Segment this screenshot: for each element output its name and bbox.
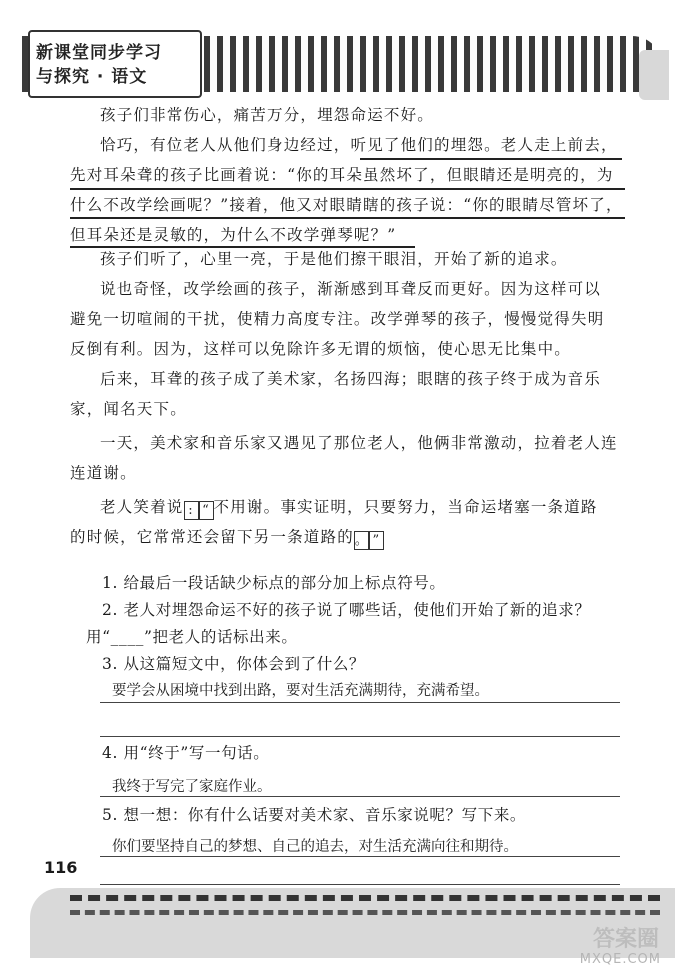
story-paragraph-3: 孩子们听了，心里一亮，于是他们擦干眼泪，开始了新的追求。 <box>100 250 568 268</box>
story-paragraph-4-line-3: 反倒有利。因为，这样可以免除许多无谓的烦恼，使心思无比集中。 <box>70 340 572 358</box>
punctuation-box: 。 <box>354 533 370 548</box>
paragraph-7-text: 的时候，它常常还会留下另一条道路的 <box>70 528 354 546</box>
answer-line <box>100 856 620 857</box>
punctuation-box: : <box>184 501 199 520</box>
footer-dash-line <box>70 895 660 901</box>
answer-line <box>100 702 620 703</box>
answer-3: 要学会从困境中找到出路，要对生活充满期待，充满希望。 <box>112 683 489 699</box>
underline-mark <box>70 217 625 219</box>
underline-mark <box>70 188 625 190</box>
punctuation-box: ” <box>369 531 384 550</box>
answer-4: 我终于写完了家庭作业。 <box>112 779 272 795</box>
watermark-logo: 答案圈 <box>592 927 659 952</box>
book-title: 新课堂同步学习 <box>36 43 162 63</box>
paragraph-7-text: 老人笑着说 <box>100 498 184 516</box>
story-paragraph-2-line-3: 什么不改学绘画呢？”接着，他又对眼睛瞎的孩子说：“你的眼睛尽管坏了， <box>70 196 623 214</box>
underline-mark <box>360 158 622 160</box>
question-4: 4. 用“终于”写一句话。 <box>102 744 270 762</box>
story-paragraph-1: 孩子们非常伤心，痛苦万分，埋怨命运不好。 <box>100 106 435 124</box>
story-paragraph-5-line-2: 家，闻名天下。 <box>70 400 187 418</box>
story-paragraph-6-line-1: 一天，美术家和音乐家又遇见了那位老人，他俩非常激动，拉着老人连 <box>100 434 618 452</box>
punctuation-box: “ <box>199 501 214 520</box>
answer-line <box>100 736 620 737</box>
watermark-url: MXQE.COM <box>579 952 661 967</box>
paragraph-7-text: 不用谢。事实证明，只要努力，当命运堵塞一条道路 <box>213 498 598 516</box>
answer-line <box>100 796 620 797</box>
story-paragraph-4-line-1: 说也奇怪，改学绘画的孩子，渐渐感到耳聋反而更好。因为这样可以 <box>100 280 602 298</box>
header-end-cap <box>639 50 669 100</box>
story-paragraph-7-line-2 <box>70 522 630 552</box>
story-paragraph-6-line-2: 连道谢。 <box>70 464 137 482</box>
answer-line <box>100 884 620 885</box>
question-1: 1. 给最后一段话缺少标点的部分加上标点符号。 <box>102 574 446 592</box>
answer-5: 你们要坚持自己的梦想、自己的追去，对生活充满向往和期待。 <box>112 839 518 855</box>
story-paragraph-2-line-1: 恰巧，有位老人从他们身边经过，听见了他们的埋怨。老人走上前去， <box>100 136 618 154</box>
story-paragraph-4-line-2: 避免一切喧闹的干扰，使精力高度专注。改学弹琴的孩子，慢慢觉得失明 <box>70 310 605 328</box>
story-paragraph-7-line-1 <box>100 492 660 522</box>
page-header <box>0 28 675 98</box>
question-5: 5. 想一想：你有什么话要对美术家、音乐家说呢？写下来。 <box>102 806 527 824</box>
story-paragraph-2-line-2: 先对耳朵聋的孩子比画着说：“你的耳朵虽然坏了，但眼睛还是明亮的，为 <box>70 166 614 184</box>
story-paragraph-5-line-1: 后来，耳聋的孩子成了美术家，名扬四海；眼瞎的孩子终于成为音乐 <box>100 370 602 388</box>
story-paragraph-2-line-4: 但耳朵还是灵敏的，为什么不改学弹琴呢？” <box>70 226 397 244</box>
book-subject: 与探究 · 语文 <box>36 67 148 87</box>
question-2-line-1: 2. 老人对埋怨命运不好的孩子说了哪些话，使他们开始了新的追求？ <box>102 601 591 619</box>
page-number: 116 <box>44 858 78 877</box>
footer-dash-line <box>70 910 660 915</box>
question-2-line-2: 用“____”把老人的话标出来。 <box>86 628 298 646</box>
question-3: 3. 从这篇短文中，你体会到了什么？ <box>102 655 366 673</box>
